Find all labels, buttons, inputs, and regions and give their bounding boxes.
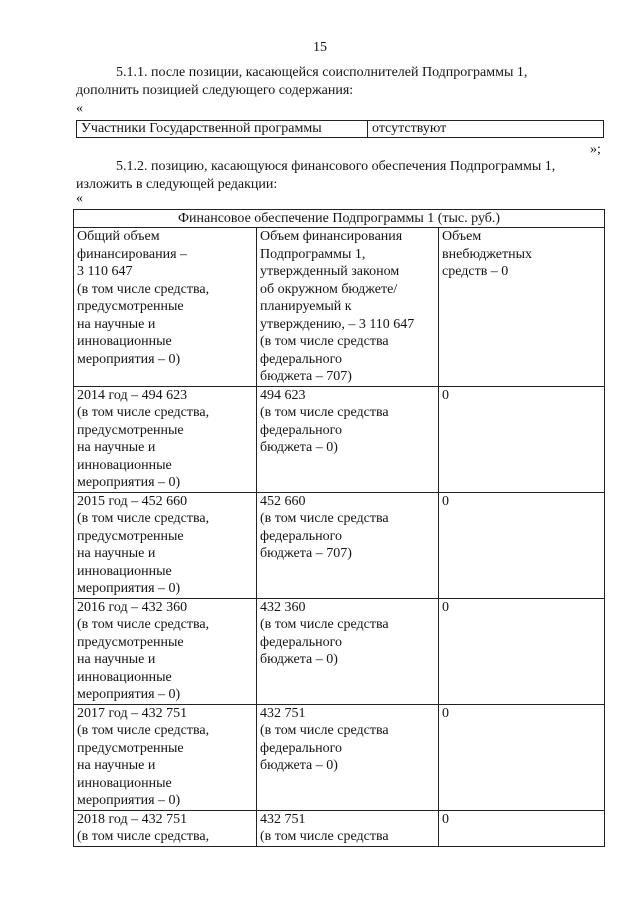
finance-table-title: Финансовое обеспечение Подпрограммы 1 (тыс. руб.) xyxy=(74,210,605,228)
table-row xyxy=(74,386,605,492)
table-row xyxy=(74,210,605,228)
open-quote-1: « xyxy=(76,101,83,116)
table-cell: 2018 год – 432 751 (в том числе средства, xyxy=(74,810,257,846)
section-5-1-1-line-1: 5.1.1. после позиции, касающейся соисполнителей Подпрограммы 1, xyxy=(116,65,528,80)
section-5-1-2-paragraph xyxy=(76,158,606,194)
table-cell: 2015 год – 452 660 (в том числе средства, предусмотренные на научные и инновационные мероприятия – 0) xyxy=(74,492,257,598)
table-cell: 0 xyxy=(439,810,605,846)
table-cell: Общий объем финансирования – 3 110 647 (в том числе средства, предусмотренные на научные и инновационные мероприятия – 0) xyxy=(74,228,257,387)
table-row xyxy=(77,121,604,138)
open-quote-2: « xyxy=(76,191,83,206)
table-cell: 0 xyxy=(439,704,605,810)
participants-table xyxy=(76,120,604,138)
table-cell: 2017 год – 432 751 (в том числе средства, предусмотренные на научные и инновационные мероприятия – 0) xyxy=(74,704,257,810)
table-cell: 2014 год – 494 623 (в том числе средства, предусмотренные на научные и инновационные мероприятия – 0) xyxy=(74,386,257,492)
participants-label: Участники Государственной программы xyxy=(77,121,368,138)
page-number: 15 xyxy=(313,40,327,55)
participants-value: отсутствуют xyxy=(368,121,604,138)
table-cell: 432 751 (в том числе средства xyxy=(257,810,439,846)
table-row xyxy=(74,704,605,810)
table-cell: Объем внебюджетных средств – 0 xyxy=(439,228,605,387)
table-cell: 2016 год – 432 360 (в том числе средства, предусмотренные на научные и инновационные мероприятия – 0) xyxy=(74,598,257,704)
table-cell: 432 751 (в том числе средства федерального бюджета – 0) xyxy=(257,704,439,810)
table-cell: Объем финансирования Подпрограммы 1, утвержденный законом об окружном бюджете/ планируемый к утверждению, – 3 110 647 (в том числе средства федерального бюджета – 707) xyxy=(257,228,439,387)
section-5-1-1-line-2: дополнить позицией следующего содержания: xyxy=(76,83,354,98)
table-cell: 0 xyxy=(439,386,605,492)
table-cell: 432 360 (в том числе средства федерального бюджета – 0) xyxy=(257,598,439,704)
close-quote: »; xyxy=(590,142,601,157)
table-row xyxy=(74,810,605,846)
table-cell: 0 xyxy=(439,492,605,598)
section-5-1-2-line-1: 5.1.2. позицию, касающуюся финансового обеспечения Подпрограммы 1, xyxy=(116,159,556,174)
section-5-1-2-line-2: изложить в следующей редакции: xyxy=(76,177,278,192)
finance-table xyxy=(73,209,605,847)
table-cell: 494 623 (в том числе средства федерального бюджета – 0) xyxy=(257,386,439,492)
table-row xyxy=(74,598,605,704)
table-cell: 452 660 (в том числе средства федерального бюджета – 707) xyxy=(257,492,439,598)
table-row xyxy=(74,228,605,387)
section-5-1-1-paragraph xyxy=(76,64,606,100)
table-cell: 0 xyxy=(439,598,605,704)
table-row xyxy=(74,492,605,598)
